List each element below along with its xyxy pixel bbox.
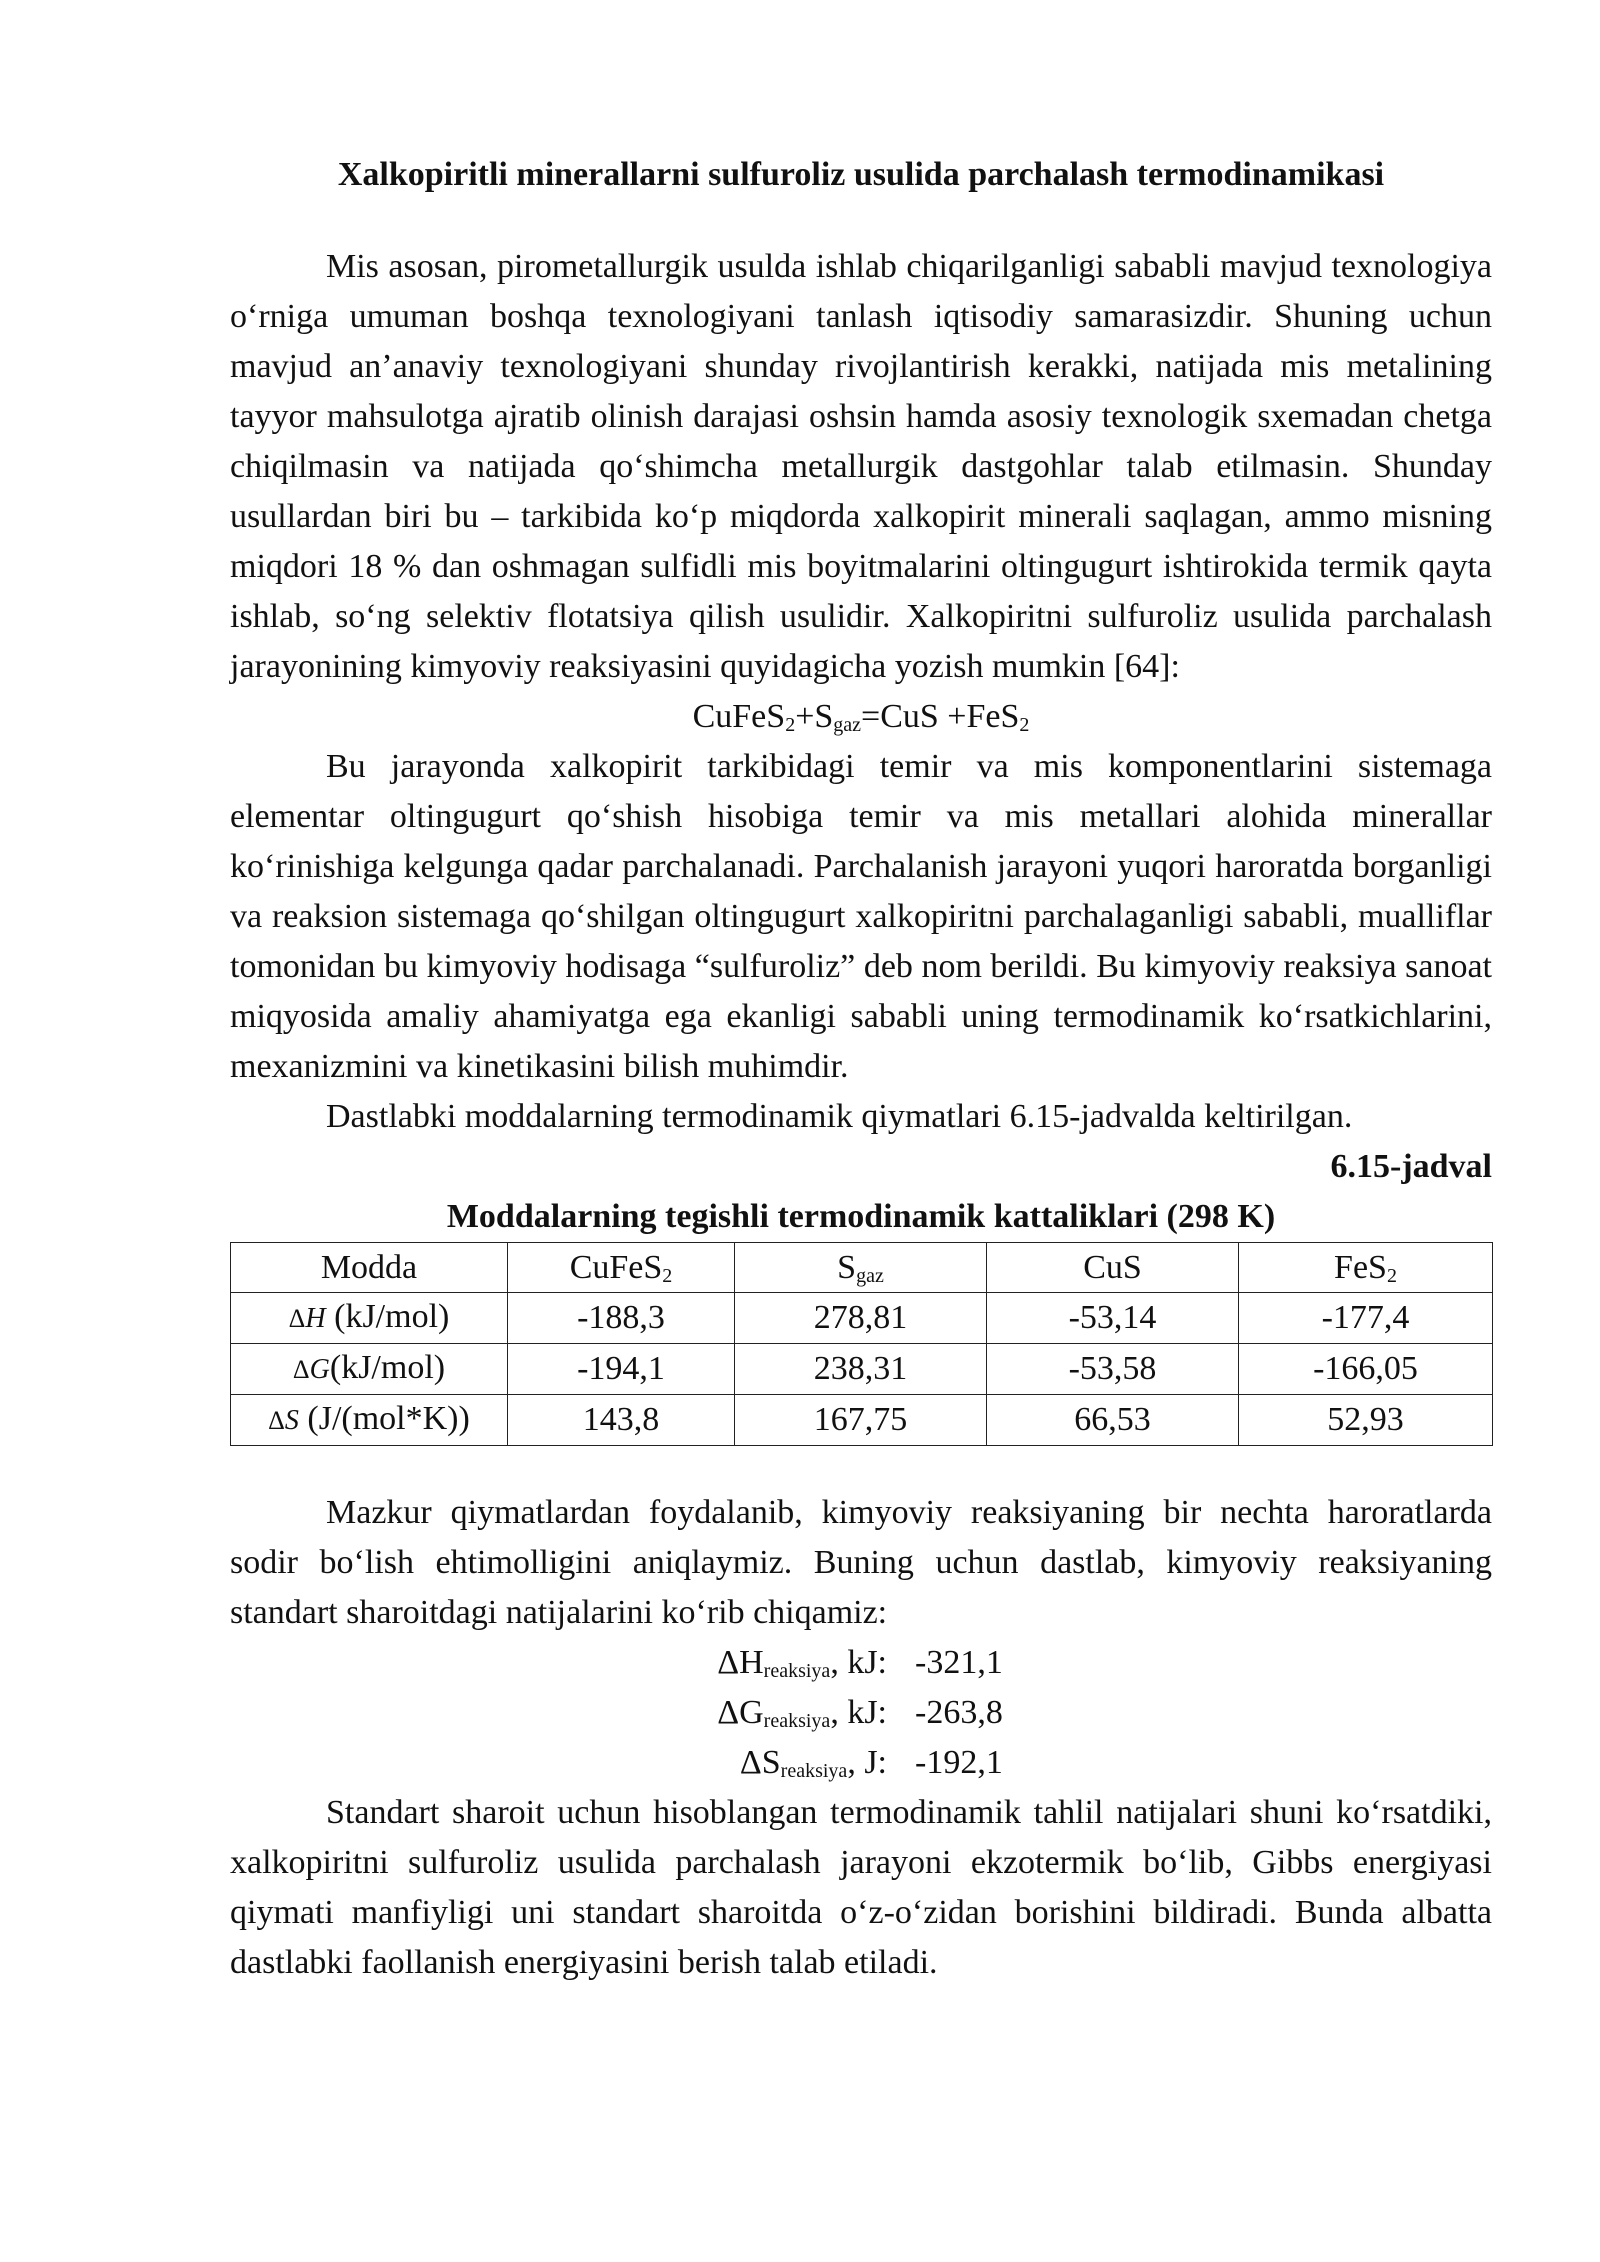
paragraph-analysis: Mazkur qiymatlardan foydalanib, kimyoviy reaksiyaning bir nechta haroratlarda sodir bo‘lish ehtimolligini aniqlaymiz. Buning uchun dastlab, kimyoviy reaksiyaning standart sharoitdagi natijalarini ko‘rib chiqamiz: (230, 1494, 1492, 1631)
table-cell: 238,31 (735, 1344, 987, 1395)
header-text: FeS (1334, 1248, 1387, 1286)
header-subscript: 2 (1386, 1264, 1397, 1287)
result-value: -263,8 (915, 1694, 1003, 1731)
unit-label: (kJ/mol) (329, 1349, 446, 1386)
header-subscript: gaz (856, 1264, 884, 1287)
table-row (231, 1293, 1493, 1344)
header-cell: CuS (987, 1243, 1239, 1293)
result-value: -321,1 (915, 1644, 1003, 1681)
result-row (677, 1738, 1045, 1788)
unit-label: (J/(mol*K)) (298, 1400, 470, 1437)
header-cell (735, 1243, 987, 1293)
results-block (677, 1638, 1045, 1788)
header-text: CuFeS (569, 1248, 663, 1286)
header-cell: Modda (231, 1243, 508, 1293)
reaction-results (230, 1638, 1492, 1788)
table-number: 6.15-jadval (1330, 1148, 1492, 1185)
paragraph-conclusion: Standart sharoit uchun hisoblangan termodinamik tahlil natijalari shuni ko‘rsatdiki, xalkopiritni sulfuroliz usulida parchalash jarayoni ekzotermik bo‘lib, Gibbs energiyasi qiymati manfiyligi uni standart sharoitda o‘z-o‘zidan borishini bildiradi. Bunda albatta dastlabki faollanish energiyasini berish talab etiladi. (230, 1794, 1492, 1981)
table-row (231, 1344, 1493, 1395)
quantity-symbol: H (305, 1303, 326, 1334)
header-cell (508, 1243, 735, 1293)
result-unit: , kJ: (830, 1644, 887, 1681)
result-row (677, 1688, 1045, 1738)
table-cell: -53,14 (987, 1293, 1239, 1344)
table-cell: -188,3 (508, 1293, 735, 1344)
header-subscript: 2 (662, 1264, 673, 1287)
eq-part: =CuS +FeS (861, 698, 1020, 735)
reaction-equation (230, 692, 1492, 742)
result-value: -192,1 (915, 1744, 1003, 1781)
result-label (677, 1688, 887, 1738)
result-unit: , kJ: (830, 1694, 887, 1731)
table-cell: 143,8 (508, 1395, 735, 1446)
result-symbol: ΔS (739, 1744, 781, 1781)
table-row (231, 1395, 1493, 1446)
eq-part: +S (795, 698, 834, 735)
result-symbol: ΔH (717, 1644, 764, 1681)
row-label (231, 1395, 508, 1446)
thermo-table (230, 1242, 1493, 1446)
table-header-row (231, 1243, 1493, 1293)
table-cell: 52,93 (1239, 1395, 1493, 1446)
table-cell: -166,05 (1239, 1344, 1493, 1395)
eq-part: CuFeS (692, 698, 786, 735)
paragraph-intro: Mis asosan, pirometallurgik usulda ishlab chiqarilganligi sababli mavjud texnologiya o‘rniga umuman boshqa texnologiyani tanlash iqtisodiy samarasizdir. Shuning uchun mavjud an’anaviy texnologiyani shunday rivojlantirish kerakki, natijada mis metalining tayyor mahsulotga ajratib olinish darajasi oshsin hamda asosiy texnologik sxemadan chetga chiqilmasin va natijada qo‘shimcha metallurgik dastgohlar talab etilmasin. Shunday usullardan biri bu – tarkibida ko‘p miqdorda xalkopirit minerali saqlagan, ammo misning miqdori 18 % dan oshmagan sulfidli mis boyitmalarini oltingugurt ishtirokida termik qayta ishlab, so‘ng selektiv flotatsiya qilish usulidir. Xalkopiritni sulfuroliz usulida parchalash jarayonining kimyoviy reaksiyasini quyidagicha yozish mumkin [64]: (230, 248, 1492, 685)
table-cell: -53,58 (987, 1344, 1239, 1395)
table-cell: -194,1 (508, 1344, 735, 1395)
eq-subscript: gaz (833, 714, 862, 736)
table-caption: Moddalarning tegishli termodinamik kattaliklari (298 K) (446, 1198, 1276, 1235)
delta-symbol: Δ (288, 1304, 306, 1333)
unit-label: (kJ/mol) (325, 1298, 450, 1335)
eq-subscript: 2 (785, 714, 796, 736)
spacer (230, 1446, 1492, 1488)
result-subscript: reaksiya (763, 1660, 831, 1682)
table-cell: 66,53 (987, 1395, 1239, 1446)
result-row (677, 1638, 1045, 1688)
result-symbol: ΔG (717, 1694, 764, 1731)
delta-symbol: Δ (292, 1355, 310, 1384)
document-title: Xalkopiritli minerallarni sulfuroliz usulida parchalash termodinamikasi (337, 156, 1385, 193)
row-label (231, 1293, 508, 1344)
header-cell (1239, 1243, 1493, 1293)
result-label (677, 1738, 887, 1788)
quantity-symbol: G (309, 1354, 330, 1385)
document-page (230, 150, 1492, 1988)
table-cell: 278,81 (735, 1293, 987, 1344)
paragraph-process: Bu jarayonda xalkopirit tarkibidagi temir va mis komponentlarini sistemaga elementar oltingugurt qo‘shish hisobiga temir va mis metallari alohida minerallar ko‘rinishiga kelgunga qadar parchalanadi. Parchalanish jarayoni yuqori haroratda borganligi va reaksion sistemaga qo‘shilgan oltingugurt xalkopiritni parchalaganligi sababli, mualliflar tomonidan bu kimyoviy hodisaga “sulfuroliz” deb nom berildi. Bu kimyoviy reaksiya sanoat miqyosida amaliy ahamiyatga ega ekanligi sababli uning termodinamik ko‘rsatkichlarini, mexanizmini va kinetikasini bilish muhimdir. (230, 748, 1492, 1085)
table-cell: 167,75 (735, 1395, 987, 1446)
paragraph-table-ref: Dastlabki moddalarning termodinamik qiymatlari 6.15-jadvalda keltirilgan. (326, 1098, 1353, 1135)
quantity-symbol: S (284, 1405, 299, 1436)
result-label (677, 1638, 887, 1688)
header-text: S (837, 1248, 857, 1286)
delta-symbol: Δ (268, 1406, 285, 1435)
table-cell: -177,4 (1239, 1293, 1493, 1344)
row-label (231, 1344, 508, 1395)
result-subscript: reaksiya (780, 1760, 848, 1782)
eq-subscript: 2 (1019, 714, 1030, 736)
result-unit: , J: (847, 1744, 887, 1781)
result-subscript: reaksiya (763, 1710, 831, 1732)
